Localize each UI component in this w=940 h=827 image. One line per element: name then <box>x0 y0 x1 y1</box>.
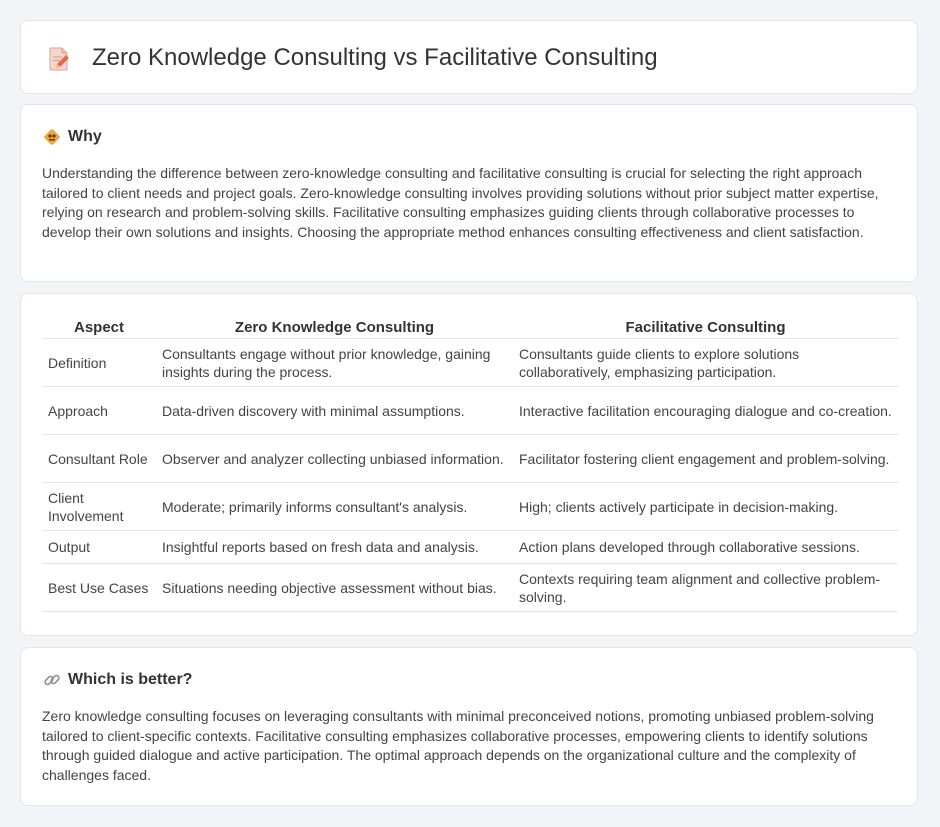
facilitative-cell: Consultants guide clients to explore solutions collaboratively, emphasizing participation. <box>513 339 898 387</box>
table-header-row <box>42 316 898 339</box>
which-is-better-section <box>20 647 918 806</box>
facilitative-cell: Contexts requiring team alignment and collective problem-solving. <box>513 564 898 612</box>
title-card <box>20 20 918 94</box>
aspect-cell: Definition <box>42 339 156 387</box>
facilitative-cell: High; clients actively participate in decision-making. <box>513 483 898 531</box>
zero-knowledge-cell: Insightful reports based on fresh data and analysis. <box>156 531 513 564</box>
table-row <box>42 531 898 564</box>
why-section <box>20 104 918 282</box>
column-header: Aspect <box>42 316 156 339</box>
why-header <box>43 127 102 147</box>
column-header: Facilitative Consulting <box>513 316 898 339</box>
better-text: Zero knowledge consulting focuses on leveraging consultants with minimal preconceived notions, promoting unbiased problem-solving tailored to client-specific contexts. Facilitative consulting emphasizes collaborative processes, empowering clients to identify solutions through guided dialogue and active participation. The optimal approach depends on the organizational culture and the complexity of challenges faced. <box>42 708 874 783</box>
zero-knowledge-cell: Observer and analyzer collecting unbiased information. <box>156 435 513 483</box>
comparison-table <box>42 316 898 612</box>
zero-knowledge-cell: Situations needing objective assessment without bias. <box>156 564 513 612</box>
table-row <box>42 435 898 483</box>
puzzle-sign-icon <box>43 128 61 146</box>
why-text: Understanding the difference between zero-knowledge consulting and facilitative consulting is crucial for selecting the right approach tailored to client needs and project goals. Zero-knowledge consulting involves providing solutions without prior subject matter expertise, relying on research and problem-solving skills. Facilitative consulting emphasizes guiding clients through collaborative processes to develop their own solutions and insights. Choosing the appropriate method enhances consulting effectiveness and client satisfaction. <box>42 165 879 240</box>
document-edit-icon <box>48 47 70 71</box>
link-icon <box>43 671 61 689</box>
table-row <box>42 564 898 612</box>
aspect-cell: Consultant Role <box>42 435 156 483</box>
comparison-card <box>20 293 918 636</box>
zero-knowledge-cell: Consultants engage without prior knowledge, gaining insights during the process. <box>156 339 513 387</box>
better-heading: Which is better? <box>68 671 193 688</box>
aspect-cell: Best Use Cases <box>42 564 156 612</box>
aspect-cell: Output <box>42 531 156 564</box>
zero-knowledge-cell: Moderate; primarily informs consultant's analysis. <box>156 483 513 531</box>
table-row <box>42 483 898 531</box>
column-header: Zero Knowledge Consulting <box>156 316 513 339</box>
zero-knowledge-cell: Data-driven discovery with minimal assumptions. <box>156 387 513 435</box>
why-heading: Why <box>68 128 102 145</box>
aspect-cell: Approach <box>42 387 156 435</box>
facilitative-cell: Action plans developed through collaborative sessions. <box>513 531 898 564</box>
table-row <box>42 387 898 435</box>
aspect-cell: Client Involvement <box>42 483 156 531</box>
facilitative-cell: Interactive facilitation encouraging dialogue and co-creation. <box>513 387 898 435</box>
better-header <box>43 670 192 690</box>
facilitative-cell: Facilitator fostering client engagement and problem-solving. <box>513 435 898 483</box>
table-row <box>42 339 898 387</box>
page-title: Zero Knowledge Consulting vs Facilitative Consulting <box>92 44 658 71</box>
